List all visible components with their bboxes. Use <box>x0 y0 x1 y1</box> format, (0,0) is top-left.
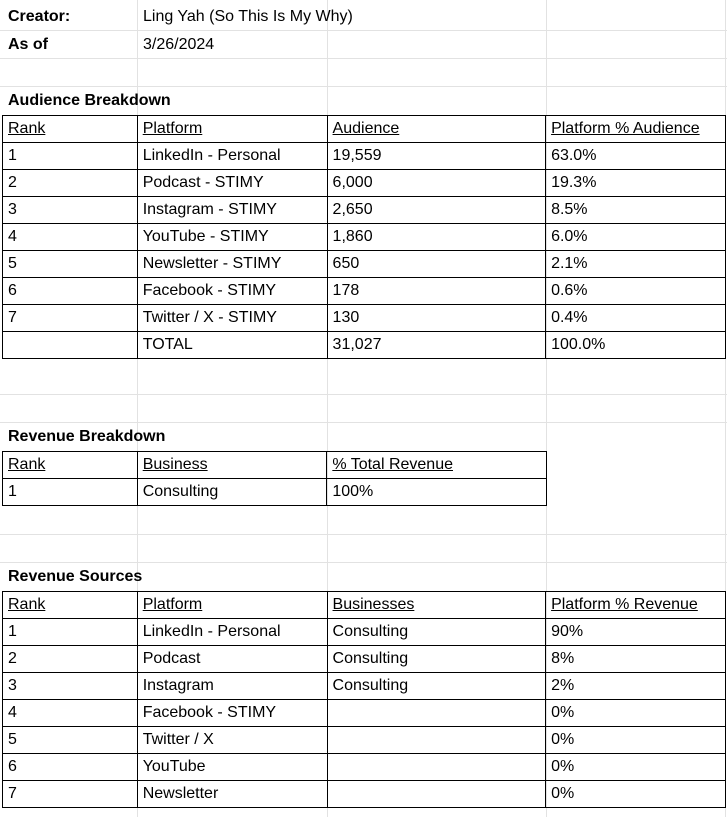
table-header-row <box>3 452 547 479</box>
table-cell[interactable]: 4 <box>3 700 138 727</box>
table-row <box>3 673 726 700</box>
table-cell[interactable]: Facebook - STIMY <box>137 278 327 305</box>
column-header[interactable]: Platform <box>137 592 327 619</box>
table-cell[interactable]: 0% <box>546 700 726 727</box>
table-cell[interactable]: 5 <box>3 727 138 754</box>
table-cell[interactable]: Newsletter <box>137 781 327 808</box>
table-row <box>3 781 726 808</box>
table-cell[interactable] <box>327 754 546 781</box>
table-row <box>3 332 726 359</box>
gridline <box>0 534 727 535</box>
table-row <box>3 170 726 197</box>
section-title-revenue-breakdown[interactable]: Revenue Breakdown <box>8 428 166 445</box>
table-cell[interactable]: LinkedIn - Personal <box>137 143 327 170</box>
table-cell[interactable]: 178 <box>327 278 546 305</box>
column-header[interactable]: Rank <box>3 452 138 479</box>
table-cell[interactable]: 100% <box>327 479 547 506</box>
table-cell[interactable]: 6.0% <box>546 224 726 251</box>
table-row <box>3 197 726 224</box>
table-row <box>3 479 547 506</box>
table-cell[interactable] <box>327 700 546 727</box>
table-cell[interactable]: 6 <box>3 754 138 781</box>
table-cell[interactable]: Newsletter - STIMY <box>137 251 327 278</box>
table-cell[interactable]: 6 <box>3 278 138 305</box>
gridline <box>0 394 727 395</box>
table-cell[interactable]: 6,000 <box>327 170 546 197</box>
audience-table <box>2 115 726 359</box>
table-cell[interactable]: 3 <box>3 197 138 224</box>
table-cell[interactable]: 0.4% <box>546 305 726 332</box>
table-cell[interactable]: 3 <box>3 673 138 700</box>
table-cell[interactable]: TOTAL <box>137 332 327 359</box>
table-cell[interactable]: 2 <box>3 646 138 673</box>
table-cell[interactable]: 8.5% <box>546 197 726 224</box>
revenue-sources-table <box>2 591 726 808</box>
table-row <box>3 646 726 673</box>
table-cell[interactable]: YouTube <box>137 754 327 781</box>
table-cell[interactable]: 90% <box>546 619 726 646</box>
table-cell[interactable]: 1 <box>3 479 138 506</box>
table-cell[interactable]: 0.6% <box>546 278 726 305</box>
table-header-row <box>3 116 726 143</box>
column-header[interactable]: Businesses <box>327 592 546 619</box>
creator-value[interactable]: Ling Yah (So This Is My Why) <box>143 8 353 25</box>
table-cell[interactable]: 130 <box>327 305 546 332</box>
table-cell[interactable]: 19,559 <box>327 143 546 170</box>
column-header[interactable]: Rank <box>3 116 138 143</box>
column-header[interactable]: Business <box>137 452 327 479</box>
table-row <box>3 619 726 646</box>
table-cell[interactable]: 0% <box>546 754 726 781</box>
table-row <box>3 754 726 781</box>
table-cell[interactable] <box>327 781 546 808</box>
table-cell[interactable]: Podcast - STIMY <box>137 170 327 197</box>
table-cell[interactable]: 650 <box>327 251 546 278</box>
table-cell[interactable]: Instagram <box>137 673 327 700</box>
table-cell[interactable]: Consulting <box>327 619 546 646</box>
table-cell[interactable]: 7 <box>3 781 138 808</box>
gridline <box>0 58 727 59</box>
table-cell[interactable]: 100.0% <box>546 332 726 359</box>
table-cell[interactable]: Podcast <box>137 646 327 673</box>
gridline <box>0 30 727 31</box>
table-cell[interactable]: 5 <box>3 251 138 278</box>
table-cell[interactable]: Instagram - STIMY <box>137 197 327 224</box>
table-row <box>3 143 726 170</box>
table-cell[interactable]: 2.1% <box>546 251 726 278</box>
table-cell[interactable]: 8% <box>546 646 726 673</box>
table-cell[interactable]: 2 <box>3 170 138 197</box>
column-header[interactable]: Audience <box>327 116 546 143</box>
table-header-row <box>3 592 726 619</box>
column-header[interactable]: Platform % Audience <box>546 116 726 143</box>
table-cell[interactable]: 2% <box>546 673 726 700</box>
table-row <box>3 305 726 332</box>
creator-label[interactable]: Creator: <box>8 8 71 25</box>
revenue-breakdown-table <box>2 451 547 506</box>
column-header[interactable]: Rank <box>3 592 138 619</box>
section-title-revenue-sources[interactable]: Revenue Sources <box>8 568 143 585</box>
table-cell[interactable]: YouTube - STIMY <box>137 224 327 251</box>
table-cell[interactable]: Consulting <box>327 646 546 673</box>
table-cell[interactable]: 2,650 <box>327 197 546 224</box>
table-row <box>3 727 726 754</box>
table-cell[interactable]: 1 <box>3 619 138 646</box>
table-row <box>3 278 726 305</box>
section-title-audience[interactable]: Audience Breakdown <box>8 92 171 109</box>
table-cell[interactable]: 63.0% <box>546 143 726 170</box>
column-header[interactable]: % Total Revenue <box>327 452 547 479</box>
table-cell[interactable]: Consulting <box>137 479 327 506</box>
table-cell[interactable]: Facebook - STIMY <box>137 700 327 727</box>
column-header[interactable]: Platform % Revenue <box>546 592 726 619</box>
table-row <box>3 251 726 278</box>
table-cell[interactable]: 0% <box>546 727 726 754</box>
table-cell[interactable]: Consulting <box>327 673 546 700</box>
table-cell[interactable]: 7 <box>3 305 138 332</box>
table-cell[interactable]: 4 <box>3 224 138 251</box>
table-row <box>3 700 726 727</box>
table-row <box>3 224 726 251</box>
table-cell[interactable] <box>327 727 546 754</box>
column-header[interactable]: Platform <box>137 116 327 143</box>
table-cell[interactable]: LinkedIn - Personal <box>137 619 327 646</box>
table-cell[interactable]: 0% <box>546 781 726 808</box>
asof-label[interactable]: As of <box>8 36 48 53</box>
table-cell[interactable]: 31,027 <box>327 332 546 359</box>
table-cell[interactable]: 1,860 <box>327 224 546 251</box>
table-cell[interactable]: 1 <box>3 143 138 170</box>
asof-value[interactable]: 3/26/2024 <box>143 36 215 53</box>
table-cell[interactable]: 19.3% <box>546 170 726 197</box>
table-cell[interactable]: Twitter / X - STIMY <box>137 305 327 332</box>
table-cell[interactable] <box>3 332 138 359</box>
table-cell[interactable]: Twitter / X <box>137 727 327 754</box>
